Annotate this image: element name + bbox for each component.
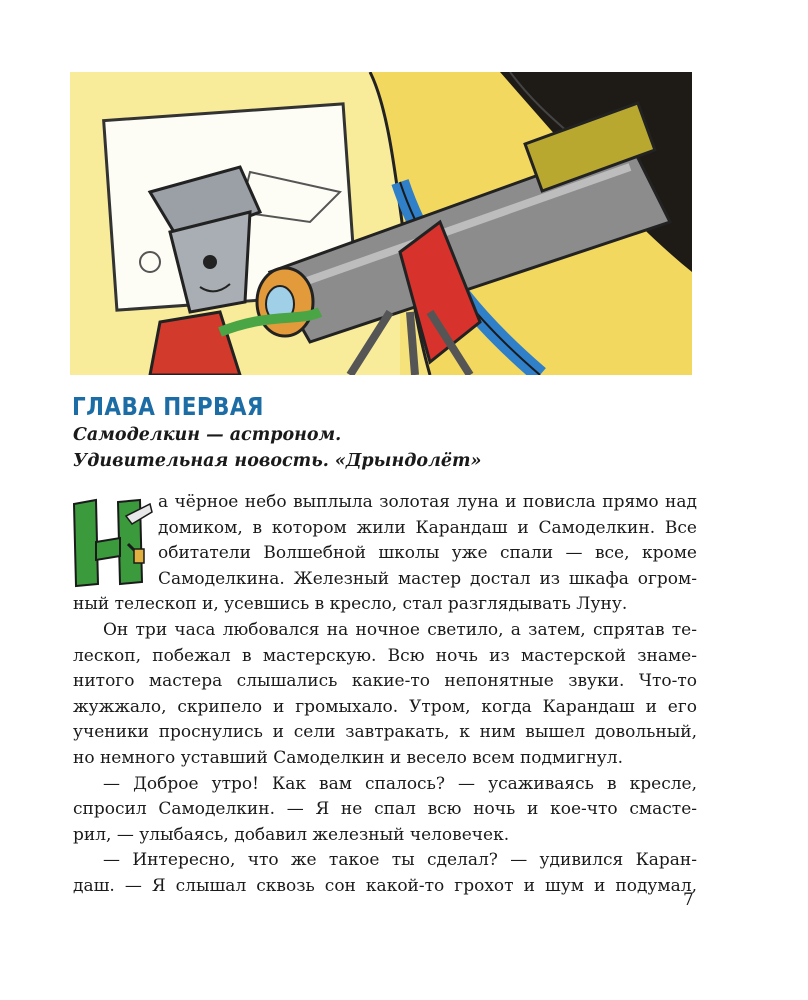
- text-line: даш. — Я слышал сквозь сон какой-то грохот и шум и подумал,: [73, 875, 697, 896]
- chapter-title: ГЛАВА ПЕРВАЯ: [72, 392, 264, 421]
- text-line: жужжало, скрипело и громыхало. Утром, когда Карандаш и его: [73, 696, 697, 717]
- robot-telescope-illustration: [70, 72, 692, 375]
- text-line: спросил Самоделкин. — Я не спал всю ночь и кое-что смасте-: [73, 799, 697, 820]
- text-line: рил, — улыбаясь, добавил железный человечек.: [73, 824, 510, 845]
- body-text: [73, 490, 697, 900]
- text-line: домиком, в котором жили Карандаш и Самоделкин. Все: [158, 517, 697, 538]
- text-line: но немного уставший Самоделкин и весело всем подмигнул.: [73, 747, 624, 768]
- page-number: 7: [683, 890, 694, 910]
- text-line: ный телескоп и, усевшись в кресло, стал разглядывать Луну.: [73, 594, 628, 615]
- chapter-illustration: [70, 72, 692, 375]
- text-line: — Интересно, что же такое ты сделал? — удивился Каран-: [103, 850, 697, 871]
- text-line: ученики проснулись и сели завтракать, к ним вышел довольный,: [73, 722, 697, 743]
- text-line: Он три часа любовался на ночное светило, а затем, спрятав те-: [103, 619, 697, 640]
- text-line: лескоп, побежал в мастерскую. Всю ночь из мастерской знаме-: [73, 645, 697, 666]
- text-line: обитатели Волшебной школы уже спали — все, кроме: [158, 543, 697, 564]
- text-line: — Доброе утро! Как вам спалось? — усаживаясь в кресле,: [103, 773, 697, 794]
- chapter-subtitle-line-1: Самоделкин — астроном.: [73, 425, 342, 445]
- text-line: Самоделкина. Железный мастер достал из шкафа огром-: [158, 568, 697, 589]
- text-line: а чёрное небо выплыла золотая луна и повисла прямо над: [158, 492, 697, 512]
- chapter-subtitle-line-2: Удивительная новость. «Дрындолёт»: [73, 451, 482, 471]
- text-line: нитого мастера слышались какие-то непонятные звуки. Что-то: [73, 671, 697, 692]
